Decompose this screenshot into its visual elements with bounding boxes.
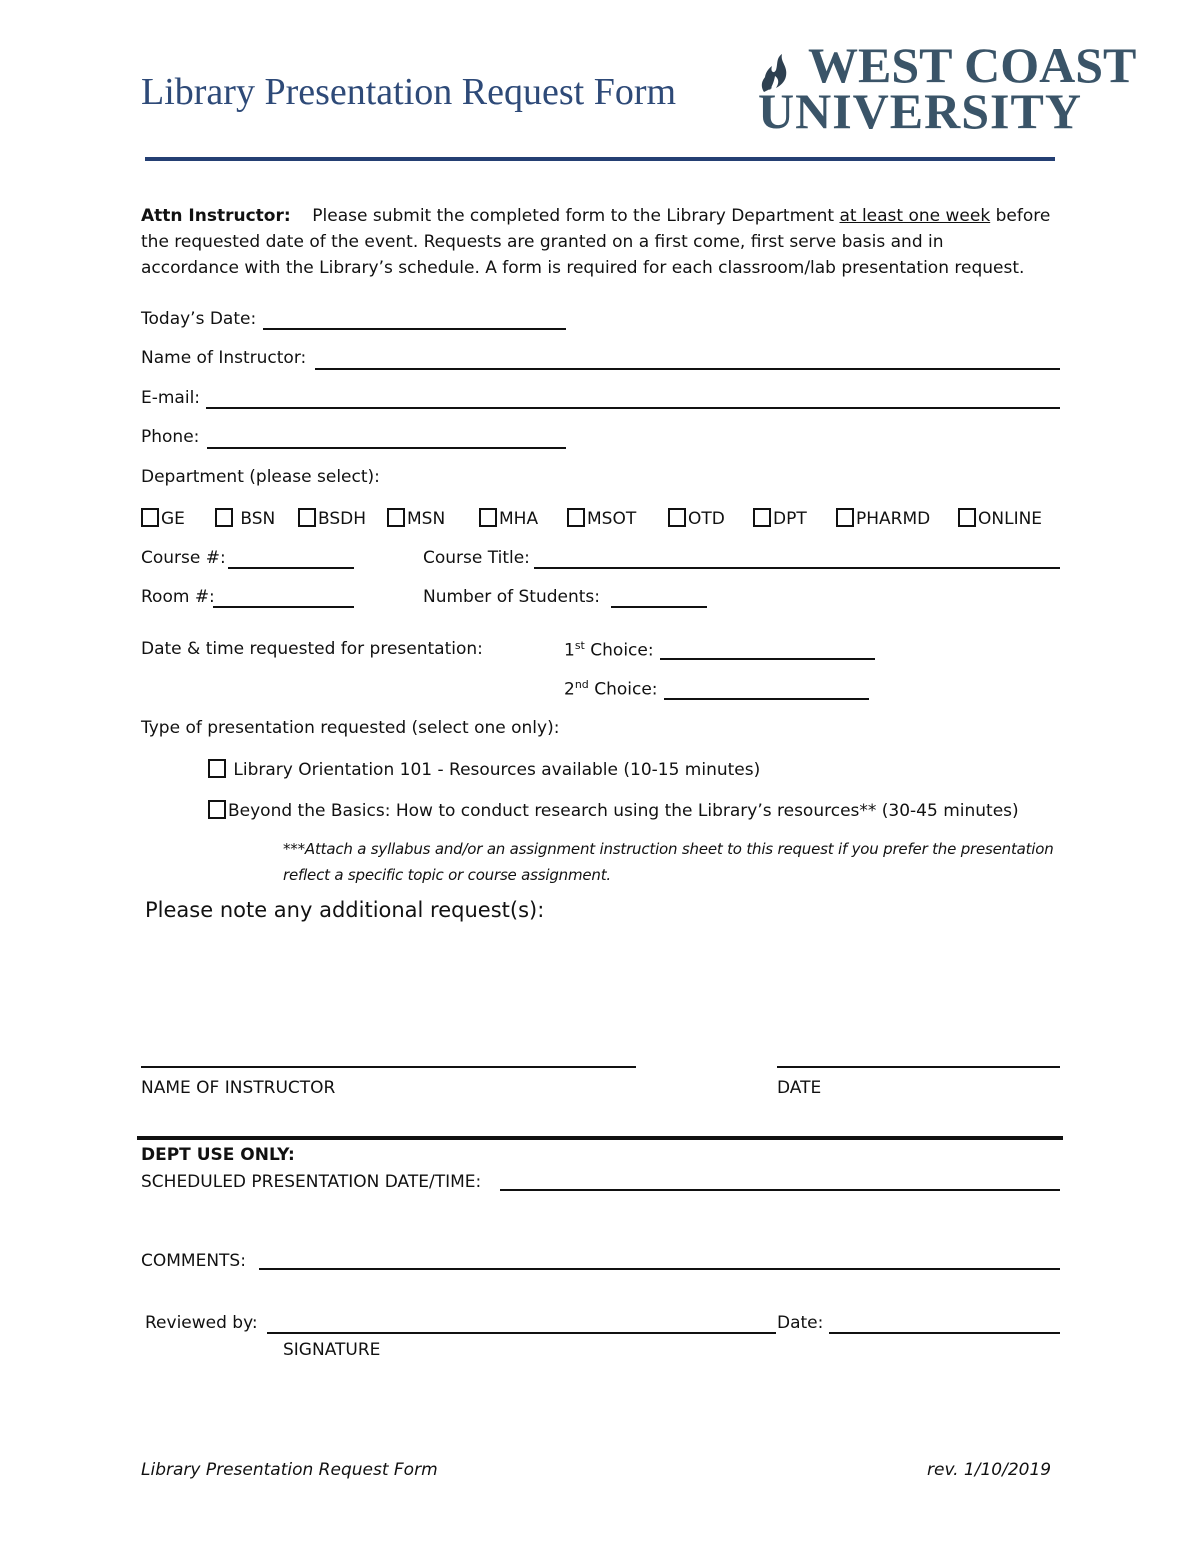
checkbox[interactable] [208, 800, 226, 819]
intro-underlined: at least one week [839, 206, 991, 226]
num-students-field[interactable] [611, 606, 707, 608]
university-logo [758, 37, 1137, 139]
intro-text-2: before [995, 206, 1051, 226]
dept-use-divider [137, 1136, 1063, 1140]
course-title-field[interactable] [534, 567, 1060, 569]
checkbox[interactable] [298, 508, 316, 527]
num-students-label: Number of Students: [423, 587, 600, 607]
checkbox[interactable] [668, 508, 686, 527]
dept-option-bsn[interactable]: BSN [215, 508, 275, 529]
footer-form-name: Library Presentation Request Form [141, 1460, 438, 1480]
date-caption: DATE [777, 1078, 822, 1098]
option-orientation-101[interactable]: Library Orientation 101 - Resources available (10-15 minutes) [208, 759, 760, 780]
todays-date-label: Today’s Date: [141, 309, 257, 329]
instructor-name-caption: NAME OF INSTRUCTOR [141, 1078, 336, 1098]
todays-date-field[interactable] [263, 328, 566, 330]
comments-label: COMMENTS: [141, 1251, 246, 1271]
attachment-note: ***Attach a syllabus and/or an assignment instruction sheet to this request if you prefer the presentation reflect a specific topic or course assignment. [283, 840, 1054, 884]
dept-option-msot[interactable]: MSOT [567, 508, 636, 529]
checkbox[interactable] [479, 508, 497, 527]
instructor-name-label: Name of Instructor: [141, 348, 307, 368]
instructor-signature-field[interactable] [141, 1066, 636, 1068]
presentation-type-label: Type of presentation requested (select one only): [141, 718, 560, 738]
email-label: E-mail: [141, 388, 201, 408]
dept-use-heading: DEPT USE ONLY: [141, 1145, 295, 1165]
option-beyond-basics[interactable]: Beyond the Basics: How to conduct research using the Library’s resources** (30-45 minutes) [208, 800, 1019, 821]
dept-option-dpt[interactable]: DPT [753, 508, 807, 529]
phone-label: Phone: [141, 427, 200, 447]
checkbox[interactable] [141, 508, 159, 527]
reviewed-by-label: Reviewed by: [145, 1313, 258, 1333]
logo-line-2: UNIVERSITY [758, 83, 1082, 139]
intro-line-3: accordance with the Library’s schedule. A form is required for each classroom/lab presentation request. [141, 258, 1025, 278]
signature-date-field[interactable] [777, 1066, 1060, 1068]
course-title-label: Course Title: [423, 548, 530, 568]
logo-line-1: WEST COAST [808, 37, 1137, 93]
header-divider [145, 157, 1055, 161]
email-field[interactable] [206, 407, 1060, 409]
page-title: Library Presentation Request Form [141, 71, 677, 113]
checkbox[interactable] [567, 508, 585, 527]
dept-option-ge[interactable]: GE [141, 508, 185, 529]
scheduled-datetime-field[interactable] [500, 1189, 1060, 1191]
scheduled-datetime-label: SCHEDULED PRESENTATION DATE/TIME: [141, 1172, 482, 1192]
checkbox[interactable] [208, 759, 226, 778]
room-num-field[interactable] [213, 606, 354, 608]
dept-option-bsdh[interactable]: BSDH [298, 508, 366, 529]
checkbox[interactable] [387, 508, 405, 527]
checkbox[interactable] [753, 508, 771, 527]
checkbox[interactable] [215, 508, 233, 527]
dept-option-pharmd[interactable]: PHARMD [836, 508, 930, 529]
signature-caption: SIGNATURE [283, 1340, 381, 1360]
reviewed-by-field[interactable] [267, 1332, 776, 1334]
dept-option-mha[interactable]: MHA [479, 508, 538, 529]
additional-requests-label: Please note any additional request(s): [145, 898, 545, 922]
attn-label: Attn Instructor: [141, 206, 291, 226]
dept-option-otd[interactable]: OTD [668, 508, 725, 529]
instructions-paragraph [141, 203, 1066, 281]
second-choice-field[interactable] [664, 698, 869, 700]
checkbox[interactable] [958, 508, 976, 527]
datetime-requested-label: Date & time requested for presentation: [141, 639, 483, 659]
course-num-label: Course #: [141, 548, 226, 568]
course-num-field[interactable] [228, 567, 354, 569]
phone-field[interactable] [207, 447, 566, 449]
first-choice-label: 1st Choice: [564, 639, 654, 661]
review-date-field[interactable] [829, 1332, 1060, 1334]
intro-text-1: Please submit the completed form to the Library Department [312, 206, 835, 226]
first-choice-field[interactable] [660, 658, 875, 660]
dept-option-msn[interactable]: MSN [387, 508, 445, 529]
comments-field[interactable] [259, 1268, 1060, 1270]
department-label: Department (please select): [141, 467, 380, 487]
second-choice-label: 2nd Choice: [564, 678, 658, 700]
department-checkboxes [141, 508, 1071, 532]
checkbox[interactable] [836, 508, 854, 527]
review-date-label: Date: [777, 1313, 824, 1333]
dept-option-online[interactable]: ONLINE [958, 508, 1042, 529]
room-num-label: Room #: [141, 587, 215, 607]
instructor-name-field[interactable] [315, 368, 1060, 370]
footer-revision: rev. 1/10/2019 [927, 1460, 1052, 1480]
intro-line-2: the requested date of the event. Requests are granted on a first come, first serve basis and in [141, 232, 944, 252]
